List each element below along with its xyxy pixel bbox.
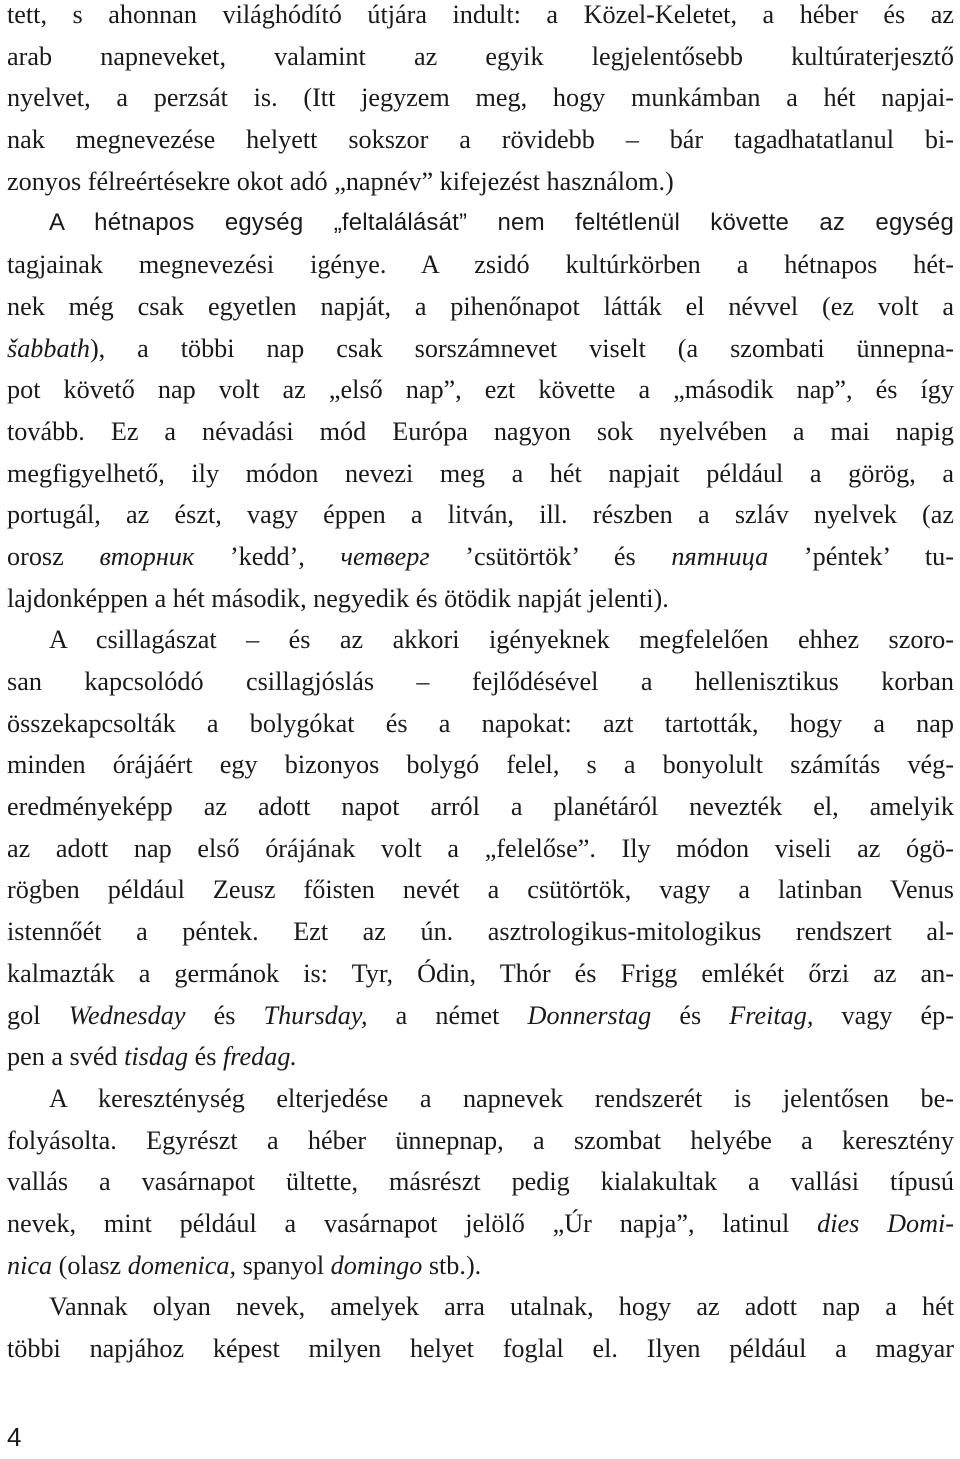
text-line: pot követő nap volt az „első nap”, ezt követte a „második nap”, és így: [7, 375, 954, 405]
text-line: A csillagászat – és az akkori igényeknek megfelelően ehhez szoro-: [49, 625, 954, 655]
text-line: zonyos félreértésekre okot adó „napnév” kifejezést használom.): [7, 166, 674, 196]
text-line: istennőét a péntek. Ezt az ún. asztrologikus-mitologikus rendszert al-: [7, 917, 954, 947]
text-line: pen a svéd tisdag és fredag.: [7, 1042, 297, 1072]
text-line: nak megnevezése helyett sokszor a rövidebb – bár tagadhatatlanul bi-: [7, 125, 954, 155]
text-line: lajdonképpen a hét második, negyedik és ötödik napját jelenti).: [7, 583, 669, 613]
text-line: összekapcsolták a bolygókat és a napokat: azt tartották, hogy a nap: [7, 708, 954, 738]
text-line: šabbath), a többi nap csak sorszámnevet viselt (a szombati ünnepna-: [7, 333, 954, 363]
text-line: orosz вторник ’kedd’, четверг ’csütörtök’ és пятница ’péntek’ tu-: [7, 541, 954, 571]
text-line: minden órájáért egy bizonyos bolygó felel, s a bonyolult számítás vég-: [7, 750, 954, 780]
text-line: eredményeképp az adott napot arról a planétáról nevezték el, amelyik: [7, 792, 954, 822]
text-line: tovább. Ez a névadási mód Európa nagyon sok nyelvében a mai napig: [7, 416, 954, 446]
text-line: tett, s ahonnan világhódító útjára indult: a Közel-Keletet, a héber és az: [7, 0, 954, 29]
text-line: vallás a vasárnapot ültette, másrészt pedig kialakultak a vallási típusú: [7, 1167, 954, 1197]
text-line: az adott nap első órájának volt a „felelőse”. Ily módon viseli az ógö-: [7, 833, 954, 863]
text-line: nica (olasz domenica, spanyol domingo stb.).: [7, 1250, 482, 1280]
text-line: nek még csak egyetlen napját, a pihenőnapot látták el névvel (ez volt a: [7, 291, 954, 321]
text-line: kalmazták a germánok is: Tyr, Ódin, Thór és Frigg emlékét őrzi az an-: [7, 958, 954, 988]
text-line: A kereszténység elterjedése a napnevek rendszerét is jelentősen be-: [49, 1083, 954, 1113]
text-line: gol Wednesday és Thursday, a német Donnerstag és Freitag, vagy ép-: [7, 1000, 954, 1030]
text-line: san kapcsolódó csillagjóslás – fejlődésével a hellenisztikus korban: [7, 667, 954, 696]
text-line: folyásolta. Egyrészt a héber ünnepnap, a szombat helyébe a keresztény: [7, 1125, 954, 1155]
text-line: rögben például Zeusz főisten nevét a csütörtök, vagy a latinban Venus: [7, 875, 954, 905]
text-line: tagjainak megnevezési igénye. A zsidó kultúrkörben a hétnapos hét-: [7, 250, 954, 280]
text-line: nevek, mint például a vasárnapot jelölő „Úr napja”, latinul dies Domi-: [7, 1208, 954, 1238]
text-line: Vannak olyan nevek, amelyek arra utalnak, hogy az adott nap a hét: [49, 1292, 954, 1322]
text-line: A hétnapos egység „feltalálását” nem feltétlenül követte az egység: [49, 209, 954, 237]
text-line: nyelvet, a perzsát is. (Itt jegyzem meg, hogy munkámban a hét napjai-: [7, 83, 954, 113]
text-line: többi napjához képest milyen helyet foglal el. Ilyen például a magyar: [7, 1334, 954, 1363]
body-text: [7, 0, 954, 1370]
text-line: arab napneveket, valamint az egyik legjelentősebb kultúraterjesztő: [7, 41, 954, 71]
page-number: 4: [7, 1422, 22, 1452]
text-line: megfigyelhető, ily módon nevezi meg a hét napjait például a görög, a: [7, 458, 954, 488]
text-line: portugál, az észt, vagy éppen a litván, ill. részben a szláv nyelvek (az: [7, 500, 954, 530]
